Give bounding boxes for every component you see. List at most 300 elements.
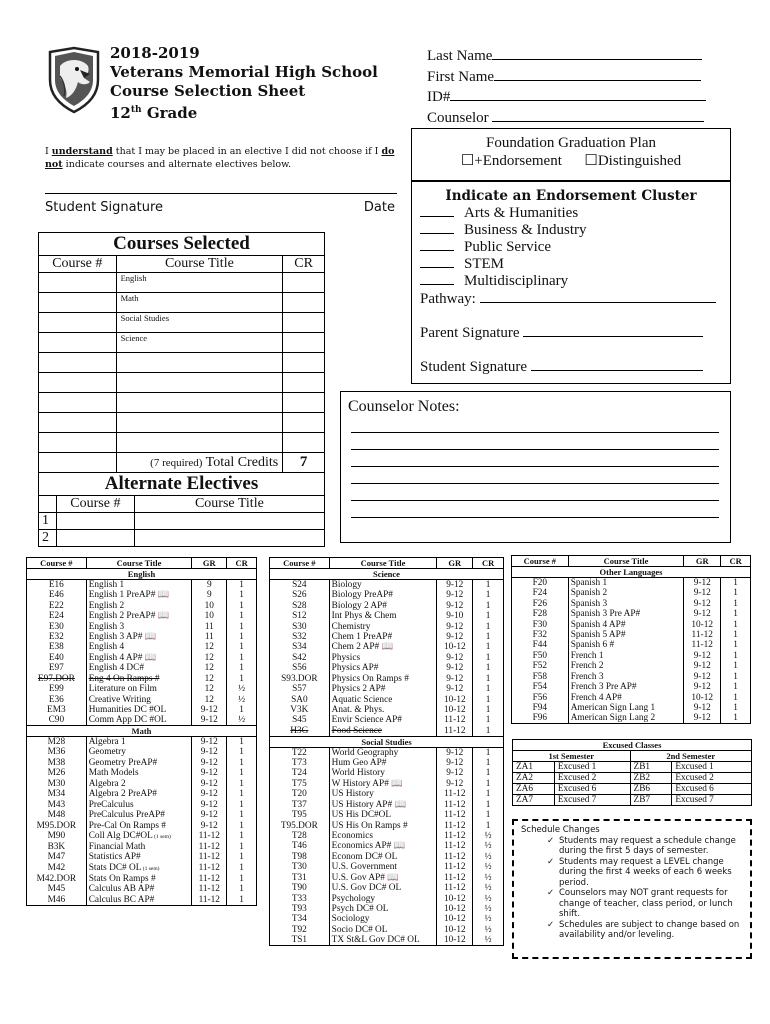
course-grade: 10-12 <box>437 705 473 715</box>
course-number: S28 <box>270 600 330 610</box>
catalog-science-social-studies <box>269 557 504 946</box>
note-line[interactable] <box>351 467 719 484</box>
catalog-row <box>270 674 504 684</box>
course-title: US His DC#OL <box>329 810 437 820</box>
catalog-row <box>512 692 751 702</box>
credit-cell[interactable] <box>283 393 325 413</box>
course-title-cell[interactable]: Science <box>116 333 283 353</box>
course-grade: 9-12 <box>192 758 227 768</box>
catalog-row <box>27 810 257 820</box>
course-title: W History AP# 📖 <box>329 779 437 789</box>
course-title: U.S. Government <box>329 862 437 872</box>
catalog-row <box>270 663 504 673</box>
catalog-row <box>27 705 257 715</box>
course-grade: 11-12 <box>437 883 473 893</box>
catalog-header-row <box>27 558 257 569</box>
course-number: F96 <box>512 713 569 724</box>
counselor-field[interactable] <box>492 108 704 122</box>
course-number: F50 <box>512 651 569 661</box>
course-title: Economics <box>329 831 437 841</box>
student-signature-field[interactable] <box>531 358 703 371</box>
cluster-blank[interactable] <box>420 267 454 268</box>
course-credit: 1 <box>473 715 504 725</box>
course-title: Biology PreAP# <box>329 590 437 600</box>
course-grade: 11-12 <box>437 726 473 737</box>
course-number: E38 <box>27 642 87 652</box>
course-grade: 10-12 <box>437 935 473 946</box>
course-title: U.S. Gov DC# OL <box>329 883 437 893</box>
distinguished-checkbox[interactable]: ☐Distinguished <box>584 153 682 169</box>
course-title: U.S. Gov AP# 📖 <box>329 873 437 883</box>
course-title: Calculus BC AP# <box>86 895 192 906</box>
course-number: E24 <box>27 611 87 621</box>
alternate-electives-title: Alternate Electives <box>39 473 325 496</box>
course-title: US History AP# 📖 <box>329 799 437 809</box>
note-line[interactable] <box>351 484 719 501</box>
course-grade: 9-12 <box>437 747 473 758</box>
course-number: T92 <box>270 925 330 935</box>
excused-code-sem1: ZA7 <box>513 795 555 806</box>
course-credit: 1 <box>473 810 504 820</box>
date-label: Date <box>363 200 395 215</box>
catalog-row <box>27 831 257 842</box>
course-title: English 3 <box>86 621 192 631</box>
counselor-label: Counselor <box>427 109 489 126</box>
header-grade: GR <box>192 558 227 569</box>
course-credit: 1 <box>227 799 257 809</box>
excused-name-sem1: Excused 2 <box>554 773 630 784</box>
course-number: T20 <box>270 789 330 799</box>
credit-cell[interactable] <box>283 313 325 333</box>
course-credit: 1 <box>473 758 504 768</box>
note-line[interactable] <box>351 416 719 433</box>
course-cell[interactable] <box>39 453 117 473</box>
course-grade: 9-12 <box>192 820 227 830</box>
course-credit: 1 <box>227 779 257 789</box>
course-title-cell[interactable] <box>116 393 283 413</box>
course-grade: 10-12 <box>437 642 473 652</box>
catalog-row <box>270 684 504 694</box>
course-title: Chem 2 AP# 📖 <box>329 642 437 652</box>
total-credits-label <box>116 453 283 473</box>
courses-selected-title: Courses Selected <box>39 233 325 256</box>
section-heading: Science <box>270 569 504 580</box>
counselor-notes-box <box>340 391 731 543</box>
course-grade: 10 <box>192 600 227 610</box>
course-number: M47 <box>27 852 87 862</box>
course-cell[interactable] <box>39 393 117 413</box>
course-number: SA0 <box>270 694 330 704</box>
catalog-row <box>27 663 257 673</box>
course-grade: 11-12 <box>192 895 227 906</box>
course-credit: 1 <box>721 630 751 640</box>
course-title-cell[interactable]: English <box>116 273 283 293</box>
header-grade: GR <box>437 558 473 569</box>
credit-cell[interactable] <box>283 273 325 293</box>
course-grade: 11-12 <box>437 862 473 872</box>
course-title-cell[interactable]: Social Studies <box>116 313 283 333</box>
course-grade: 9-12 <box>192 810 227 820</box>
catalog-row <box>270 779 504 789</box>
course-credit: ½ <box>473 935 504 946</box>
check-icon: ✓ <box>547 919 555 930</box>
header-course-number: Course # <box>270 558 330 569</box>
catalog-row <box>27 747 257 757</box>
course-number: E40 <box>27 653 87 663</box>
course-number: F28 <box>512 609 569 619</box>
sheet-header <box>110 44 378 123</box>
section-heading: English <box>27 569 257 580</box>
catalog-row <box>270 632 504 642</box>
course-credit: 1 <box>227 863 257 874</box>
cluster-blank[interactable] <box>420 250 454 251</box>
id-field[interactable] <box>450 87 706 101</box>
course-number: T95 <box>270 810 330 820</box>
alt-course-cell[interactable] <box>56 513 134 530</box>
course-grade: 10-12 <box>437 694 473 704</box>
alt-title-cell[interactable] <box>134 513 324 530</box>
course-number: E97 <box>27 663 87 673</box>
course-cell[interactable] <box>39 313 117 333</box>
catalog-row <box>270 653 504 663</box>
course-credit: 1 <box>721 578 751 589</box>
course-credit: 1 <box>721 588 751 598</box>
course-credit: 1 <box>227 747 257 757</box>
course-credit: ½ <box>473 873 504 883</box>
course-credit: 1 <box>473 642 504 652</box>
course-number: E32 <box>27 632 87 642</box>
course-cell[interactable] <box>39 333 117 353</box>
alt-title-cell[interactable] <box>134 530 324 547</box>
course-grade: 9-12 <box>437 580 473 591</box>
excused-row <box>513 795 752 806</box>
alt-course-cell[interactable] <box>56 530 134 547</box>
course-number: F32 <box>512 630 569 640</box>
course-title: Geometry PreAP# <box>86 758 192 768</box>
course-title: Int Phys & Chem <box>329 611 437 621</box>
parent-signature-field[interactable] <box>523 324 703 337</box>
course-number: B3K <box>27 842 87 852</box>
course-grade: 9 <box>192 580 227 591</box>
credit-cell[interactable] <box>283 373 325 393</box>
course-title: Aquatic Science <box>329 694 437 704</box>
signature-line[interactable] <box>45 193 397 194</box>
cluster-blank[interactable] <box>420 216 454 217</box>
courses-selected-table <box>38 232 325 473</box>
course-number: M46 <box>27 895 87 906</box>
first-name-field[interactable] <box>494 67 701 81</box>
course-credit: 1 <box>721 661 751 671</box>
catalog-header-row <box>512 556 751 567</box>
course-number: S26 <box>270 590 330 600</box>
catalog-row <box>27 632 257 642</box>
course-grade: 9-12 <box>684 588 721 598</box>
course-grade: 9-12 <box>192 747 227 757</box>
section-heading: Math <box>27 726 257 737</box>
catalog-row <box>512 682 751 692</box>
course-title: Algebra 2 PreAP# <box>86 789 192 799</box>
course-grade: 11-12 <box>437 799 473 809</box>
course-number: F54 <box>512 682 569 692</box>
course-title-cell[interactable] <box>116 413 283 433</box>
course-title: Stats On Ramps # <box>86 874 192 884</box>
course-title: Food Science <box>329 726 437 737</box>
course-grade: 9-12 <box>684 703 721 713</box>
course-grade: 11-12 <box>437 873 473 883</box>
catalog-row <box>270 621 504 631</box>
school-name: Veterans Memorial High School <box>110 63 378 81</box>
course-number: M36 <box>27 747 87 757</box>
credit-cell[interactable] <box>283 333 325 353</box>
catalog-row <box>270 893 504 903</box>
catalog-row <box>27 768 257 778</box>
course-number: E99 <box>27 684 87 694</box>
catalog-row <box>512 651 751 661</box>
course-grade: 12 <box>192 694 227 704</box>
course-number: T98 <box>270 852 330 862</box>
course-title: Chemistry <box>329 621 437 631</box>
catalog-row <box>270 914 504 924</box>
excused-title: Excused Classes <box>513 740 752 751</box>
course-number: F26 <box>512 598 569 608</box>
cluster-blank[interactable] <box>420 284 454 285</box>
course-cell[interactable] <box>39 293 117 313</box>
course-number: F58 <box>512 672 569 682</box>
course-cell[interactable] <box>39 273 117 293</box>
credit-cell[interactable] <box>283 433 325 453</box>
course-credit: 1 <box>227 642 257 652</box>
endorsement-title: Indicate an Endorsement Cluster <box>445 188 697 204</box>
course-cell[interactable] <box>39 433 117 453</box>
cluster-blank[interactable] <box>420 233 454 234</box>
course-credit: 1 <box>473 600 504 610</box>
note-line[interactable] <box>351 433 719 450</box>
catalog-row <box>27 884 257 894</box>
course-credit: ½ <box>227 694 257 704</box>
course-credit: 1 <box>721 640 751 650</box>
course-title-cell[interactable] <box>116 353 283 373</box>
course-grade: 12 <box>192 684 227 694</box>
catalog-row <box>27 799 257 809</box>
parent-signature-label: Parent Signature <box>420 325 520 341</box>
course-number: S56 <box>270 663 330 673</box>
course-title: American Sign Lang 1 <box>568 703 684 713</box>
course-number: M45 <box>27 884 87 894</box>
course-number: M48 <box>27 810 87 820</box>
catalog-row <box>512 609 751 619</box>
catalog-row <box>270 590 504 600</box>
course-credit: 1 <box>473 820 504 830</box>
course-credit: 1 <box>473 632 504 642</box>
course-grade: 11-12 <box>192 863 227 874</box>
catalog-row <box>270 873 504 883</box>
header-course-title: Course Title <box>329 558 437 569</box>
course-credit: 1 <box>227 600 257 610</box>
course-credit: 1 <box>473 653 504 663</box>
credit-cell[interactable] <box>283 413 325 433</box>
course-number: M30 <box>27 779 87 789</box>
course-number: T30 <box>270 862 330 872</box>
alt-row-number: 2 <box>39 530 57 547</box>
course-credit: ½ <box>473 841 504 851</box>
course-grade: 9-12 <box>437 684 473 694</box>
course-title-cell[interactable]: Math <box>116 293 283 313</box>
schedule-changes-list <box>519 836 745 941</box>
course-credit: 1 <box>721 703 751 713</box>
catalog-row <box>512 672 751 682</box>
course-number: M26 <box>27 768 87 778</box>
course-number: E30 <box>27 621 87 631</box>
course-number: S30 <box>270 621 330 631</box>
course-number: E16 <box>27 580 87 591</box>
course-grade: 9-12 <box>684 682 721 692</box>
course-credit: 1 <box>721 598 751 608</box>
catalog-row <box>27 852 257 862</box>
course-cell[interactable] <box>39 413 117 433</box>
course-grade: 9-12 <box>684 651 721 661</box>
cluster-business: Business & Industry <box>464 222 587 238</box>
excused-name-sem1: Excused 6 <box>554 784 630 795</box>
course-credit: ½ <box>473 914 504 924</box>
course-credit: 1 <box>721 619 751 629</box>
course-grade: 11-12 <box>192 831 227 842</box>
course-credit: ½ <box>473 862 504 872</box>
course-number: F20 <box>512 578 569 589</box>
header-course-number: Course # <box>512 556 569 567</box>
catalog-row <box>512 630 751 640</box>
course-title: American Sign Lang 2 <box>568 713 684 724</box>
course-grade: 9-12 <box>684 713 721 724</box>
course-grade: 11-12 <box>437 789 473 799</box>
course-credit: 1 <box>473 611 504 621</box>
course-credit: 1 <box>721 651 751 661</box>
catalog-row <box>270 810 504 820</box>
course-title: Biology <box>329 580 437 591</box>
excused-code-sem1: ZA1 <box>513 762 555 773</box>
catalog-row <box>270 747 504 758</box>
course-number: S24 <box>270 580 330 591</box>
excused-sem1: 1st Semester <box>513 751 631 762</box>
course-credit: 1 <box>721 672 751 682</box>
note-line[interactable] <box>351 501 719 518</box>
course-credit: 1 <box>227 590 257 600</box>
last-name-field[interactable] <box>492 46 702 60</box>
course-title: English 2 PreAP# 📖 <box>86 611 192 621</box>
course-number: E22 <box>27 600 87 610</box>
course-grade: 12 <box>192 674 227 684</box>
catalog-row <box>512 588 751 598</box>
pathway-field[interactable] <box>480 290 716 303</box>
course-grade: 9-12 <box>684 672 721 682</box>
catalog-row <box>270 925 504 935</box>
schedule-change-item <box>519 888 745 920</box>
course-grade: 9-12 <box>437 590 473 600</box>
catalog-row <box>512 619 751 629</box>
course-title: Literature on Film <box>86 684 192 694</box>
course-number: T34 <box>270 914 330 924</box>
course-credit: 1 <box>473 726 504 737</box>
course-title: English 1 PreAP# 📖 <box>86 590 192 600</box>
course-number: F24 <box>512 588 569 598</box>
course-number: EM3 <box>27 705 87 715</box>
course-number: S34 <box>270 642 330 652</box>
last-name-label: Last Name <box>427 48 493 64</box>
catalog-row <box>27 863 257 874</box>
course-number: C90 <box>27 715 87 726</box>
course-credit: 1 <box>227 653 257 663</box>
course-number: F94 <box>512 703 569 713</box>
catalog-row <box>27 580 257 591</box>
course-grade: 9-12 <box>684 598 721 608</box>
course-number: M42.DOR <box>27 874 87 884</box>
course-number: T46 <box>270 841 330 851</box>
endorsement-checkbox[interactable]: ☐+Endorsement <box>460 153 562 169</box>
course-number: V3K <box>270 705 330 715</box>
excused-name-sem1: Excused 7 <box>554 795 630 806</box>
course-number: T37 <box>270 799 330 809</box>
course-cell[interactable] <box>39 373 117 393</box>
course-grade: 11 <box>192 621 227 631</box>
course-title-cell[interactable] <box>116 373 283 393</box>
course-number: TS1 <box>270 935 330 946</box>
course-grade: 11-12 <box>192 852 227 862</box>
course-number: S12 <box>270 611 330 621</box>
schedule-change-item <box>519 920 745 941</box>
course-title: Comm App DC #OL <box>86 715 192 726</box>
course-title: Biology 2 AP# <box>329 600 437 610</box>
note-line[interactable] <box>351 450 719 467</box>
course-grade: 11-12 <box>437 831 473 841</box>
course-number: M34 <box>27 789 87 799</box>
catalog-row <box>27 590 257 600</box>
section-heading: Other Languages <box>512 567 751 578</box>
course-grade: 12 <box>192 653 227 663</box>
course-number: M38 <box>27 758 87 768</box>
course-number: F30 <box>512 619 569 629</box>
course-title: French 3 <box>568 672 684 682</box>
credit-cell[interactable] <box>283 293 325 313</box>
schedule-changes-box <box>512 819 752 959</box>
course-grade: 10-12 <box>437 904 473 914</box>
course-grade: 9-12 <box>684 609 721 619</box>
course-credit: 1 <box>227 831 257 842</box>
header-grade: GR <box>684 556 721 567</box>
course-credit: ½ <box>227 715 257 726</box>
course-title: Economics AP# 📖 <box>329 841 437 851</box>
course-title: Econom DC# OL <box>329 852 437 862</box>
schedule-change-text: Students may request a schedule change during the first 5 days of semester. <box>559 835 736 856</box>
course-title-cell[interactable] <box>116 433 283 453</box>
course-title: Pre-Cal On Ramps # <box>86 820 192 830</box>
course-title: Spanish 3 Pre AP# <box>568 609 684 619</box>
course-grade: 9-12 <box>192 789 227 799</box>
course-title: English 1 <box>86 580 192 591</box>
credit-cell[interactable] <box>283 353 325 373</box>
catalog-row <box>27 842 257 852</box>
student-signature-label: Student Signature <box>45 200 164 215</box>
course-credit: 1 <box>227 705 257 715</box>
first-name-label: First Name <box>427 68 495 85</box>
header-course-title: Course Title <box>86 558 192 569</box>
catalog-section-row <box>270 736 504 747</box>
course-title: Financial Math <box>86 842 192 852</box>
course-title: Hum Geo AP# <box>329 758 437 768</box>
course-cell[interactable] <box>39 353 117 373</box>
course-credit: 1 <box>473 705 504 715</box>
catalog-row <box>27 779 257 789</box>
course-grade: 9-12 <box>684 661 721 671</box>
course-number: T90 <box>270 883 330 893</box>
